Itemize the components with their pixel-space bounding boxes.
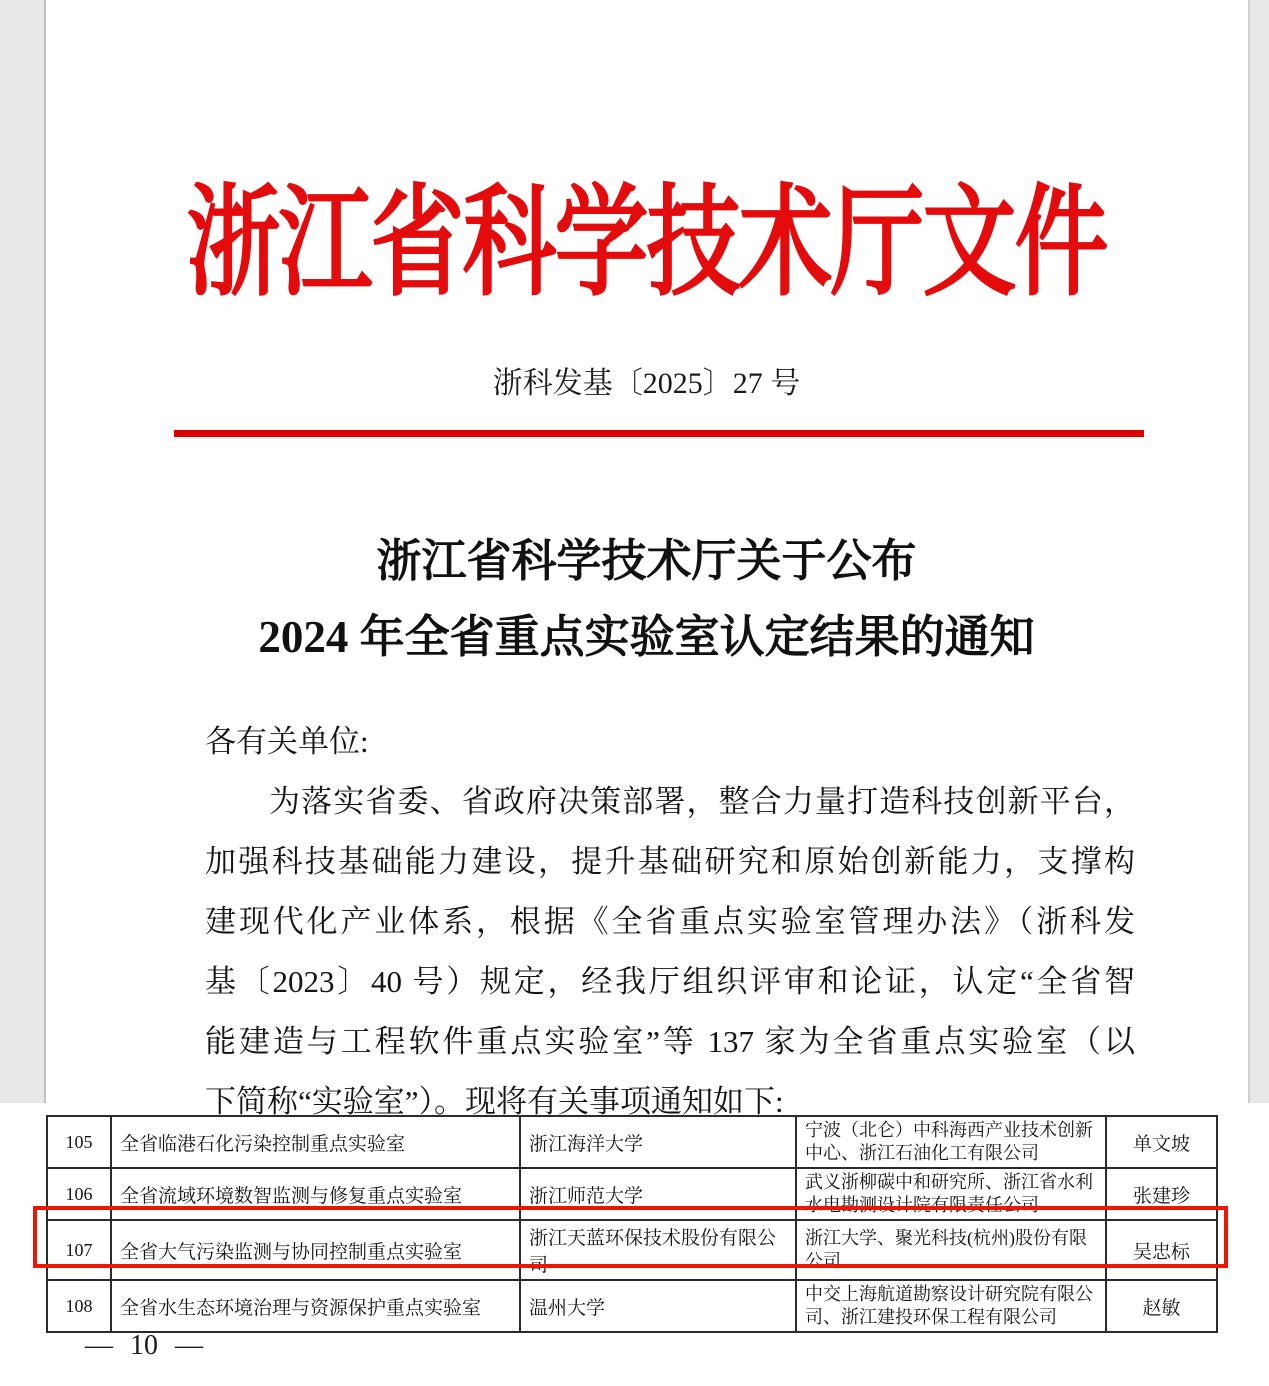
document-number: 浙科发基〔2025〕27 号 xyxy=(492,367,801,400)
left-page-margin xyxy=(0,0,46,1103)
director-cell: 单文坡 xyxy=(1106,1116,1217,1168)
body-line: 能建造与工程软件重点实验室”等 137 家为全省重点实验室（以 xyxy=(205,1024,1135,1059)
row-index-cell: 108 xyxy=(47,1280,111,1332)
row-index-cell: 107 xyxy=(47,1220,111,1280)
lab-results-table-wrap xyxy=(46,1115,1218,1333)
body-line: 建现代化产业体系，根据《全省重点实验室管理办法》（浙科发 xyxy=(205,904,1135,939)
partners-cell: 浙江大学、聚光科技(杭州)股份有限公司 xyxy=(796,1220,1106,1280)
body-line: 基〔2023〕40 号）规定，经我厅组织评审和论证，认定“全省智 xyxy=(205,964,1135,999)
institution-cell: 浙江天蓝环保技术股份有限公司 xyxy=(520,1220,796,1280)
table-row xyxy=(47,1280,1217,1332)
institution-cell: 温州大学 xyxy=(520,1280,796,1332)
row-index-cell: 106 xyxy=(47,1168,111,1220)
lab-name-cell: 全省临港石化污染控制重点实验室 xyxy=(111,1116,520,1168)
notice-title-line-2: 2024 年全省重点实验室认定结果的通知 xyxy=(258,612,1035,662)
lab-results-table xyxy=(46,1115,1218,1333)
right-page-margin xyxy=(1248,0,1269,1103)
letterhead-title: 浙江省科学技术厅文件 xyxy=(186,178,1107,312)
notice-title-line-1: 浙江省科学技术厅关于公布 xyxy=(376,536,917,586)
lab-name-cell: 全省流域环境数智监测与修复重点实验室 xyxy=(111,1168,520,1220)
salutation-line: 各有关单位: xyxy=(205,724,369,759)
director-cell: 吴忠标 xyxy=(1106,1220,1217,1280)
row-index-cell: 105 xyxy=(47,1116,111,1168)
page-number: — 10 — xyxy=(85,1330,203,1361)
table-row xyxy=(47,1116,1217,1168)
institution-cell: 浙江海洋大学 xyxy=(520,1116,796,1168)
table-row-highlighted xyxy=(47,1220,1217,1280)
institution-cell: 浙江师范大学 xyxy=(520,1168,796,1220)
director-cell: 赵敏 xyxy=(1106,1280,1217,1332)
body-line: 加强科技基础能力建设，提升基础研究和原始创新能力，支撑构 xyxy=(205,844,1135,879)
table-row xyxy=(47,1168,1217,1220)
director-cell: 张建珍 xyxy=(1106,1168,1217,1220)
partners-cell: 宁波（北仑）中科海西产业技术创新中心、浙江石油化工有限公司 xyxy=(796,1116,1106,1168)
notice-body xyxy=(205,712,1135,1132)
body-line: 下简称“实验室”）。现将有关事项通知如下: xyxy=(205,1084,784,1119)
letterhead-divider-rule xyxy=(174,430,1144,437)
lab-name-cell: 全省大气污染监测与协同控制重点实验室 xyxy=(111,1220,520,1280)
body-line: 为落实省委、省政府决策部署，整合力量打造科技创新平台， xyxy=(269,784,1135,819)
lab-name-cell: 全省水生态环境治理与资源保护重点实验室 xyxy=(111,1280,520,1332)
partners-cell: 中交上海航道勘察设计研究院有限公司、浙江建投环保工程有限公司 xyxy=(796,1280,1106,1332)
partners-cell: 武义浙柳碳中和研究所、浙江省水利水电勘测设计院有限责任公司 xyxy=(796,1168,1106,1220)
